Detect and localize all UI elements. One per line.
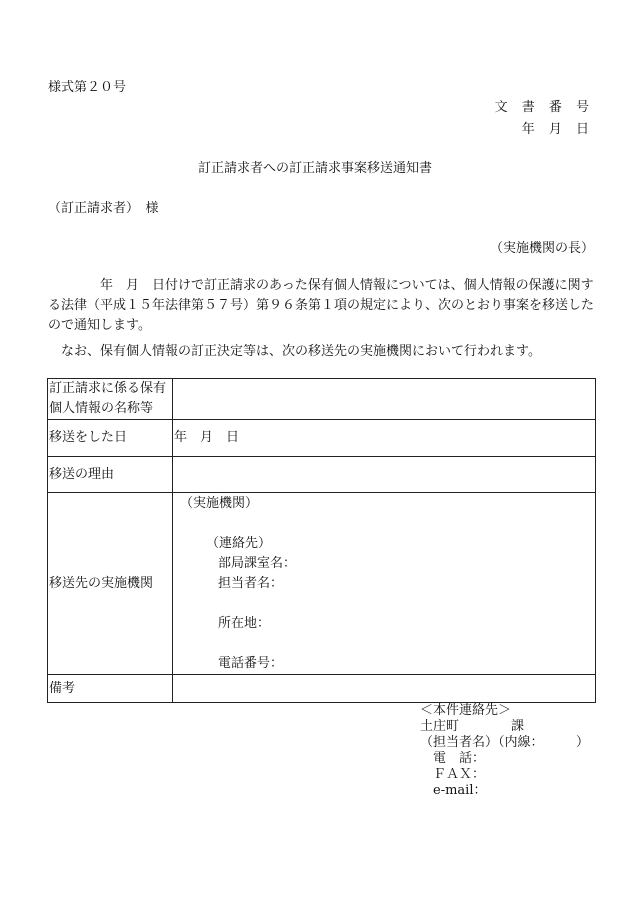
transfer-reason-label: 移送の理由 — [48, 457, 173, 493]
contact-block-office: 土庄町 課 — [420, 719, 525, 734]
transfer-date-label: 移送をした日 — [48, 420, 173, 457]
contact-block — [420, 703, 589, 799]
contact-block-email: e-mail： — [433, 783, 487, 798]
remarks-label: 備考 — [48, 675, 173, 703]
table-row-destination-agency — [48, 493, 596, 675]
info-name-label-line1: 訂正請求に係る保有 — [49, 381, 167, 396]
info-name-value — [173, 379, 596, 420]
department-field: 部局課室名： — [218, 555, 297, 571]
document-number-label: 文 書 番 号 — [494, 100, 594, 115]
info-name-label-line2: 個人情報の名称等 — [49, 401, 154, 416]
contact-block-fax: ＦＡＸ： — [433, 767, 486, 782]
contact-block-person: （担当者名）（内線： ） — [420, 735, 590, 750]
destination-agency-label: 移送先の実施機関 — [48, 493, 173, 675]
contact-block-phone: 電 話： — [433, 751, 486, 766]
spacer — [174, 634, 594, 654]
body-paragraph-1: 年 月 日付けで訂正請求のあった保有個人情報については、個人情報の保護に関する法律（平成１５年法律第５７号）第９６条第１項の規定により、次のとおり事案を移送したので通知します。 — [48, 278, 595, 333]
info-name-label — [48, 379, 173, 420]
phone-field: 電話番号： — [218, 655, 284, 671]
document-date-label: 年 月 日 — [521, 122, 594, 137]
destination-agency-value — [173, 493, 596, 675]
table-row-transfer-date — [48, 420, 596, 457]
agency-placeholder: （実施機関） — [180, 495, 259, 511]
address-field: 所在地： — [218, 615, 271, 631]
contact-heading: （連絡先） — [206, 535, 272, 551]
transfer-date-value: 年 月 日 — [173, 420, 596, 457]
document-title: 訂正請求者への訂正請求事案移送通知書 — [197, 161, 432, 176]
spacer — [174, 514, 594, 534]
contact-block-heading: ＜本件連絡先＞ — [420, 703, 512, 718]
table-row-transfer-reason — [48, 457, 596, 493]
spacer — [174, 594, 594, 614]
body-paragraph-2: なお、保有個人情報の訂正決定等は、次の移送先の実施機関において行われます。 — [61, 344, 541, 359]
person-field: 担当者名： — [218, 575, 284, 591]
remarks-value — [173, 675, 596, 703]
addressee: （訂正請求者） 様 — [48, 201, 159, 216]
transfer-details-table — [47, 378, 596, 703]
table-row-remarks — [48, 675, 596, 703]
table-row-info-name — [48, 379, 596, 420]
sender-agency-head: （実施機関の長） — [489, 241, 594, 256]
form-number: 様式第２０号 — [48, 80, 127, 95]
transfer-reason-value — [173, 457, 596, 493]
